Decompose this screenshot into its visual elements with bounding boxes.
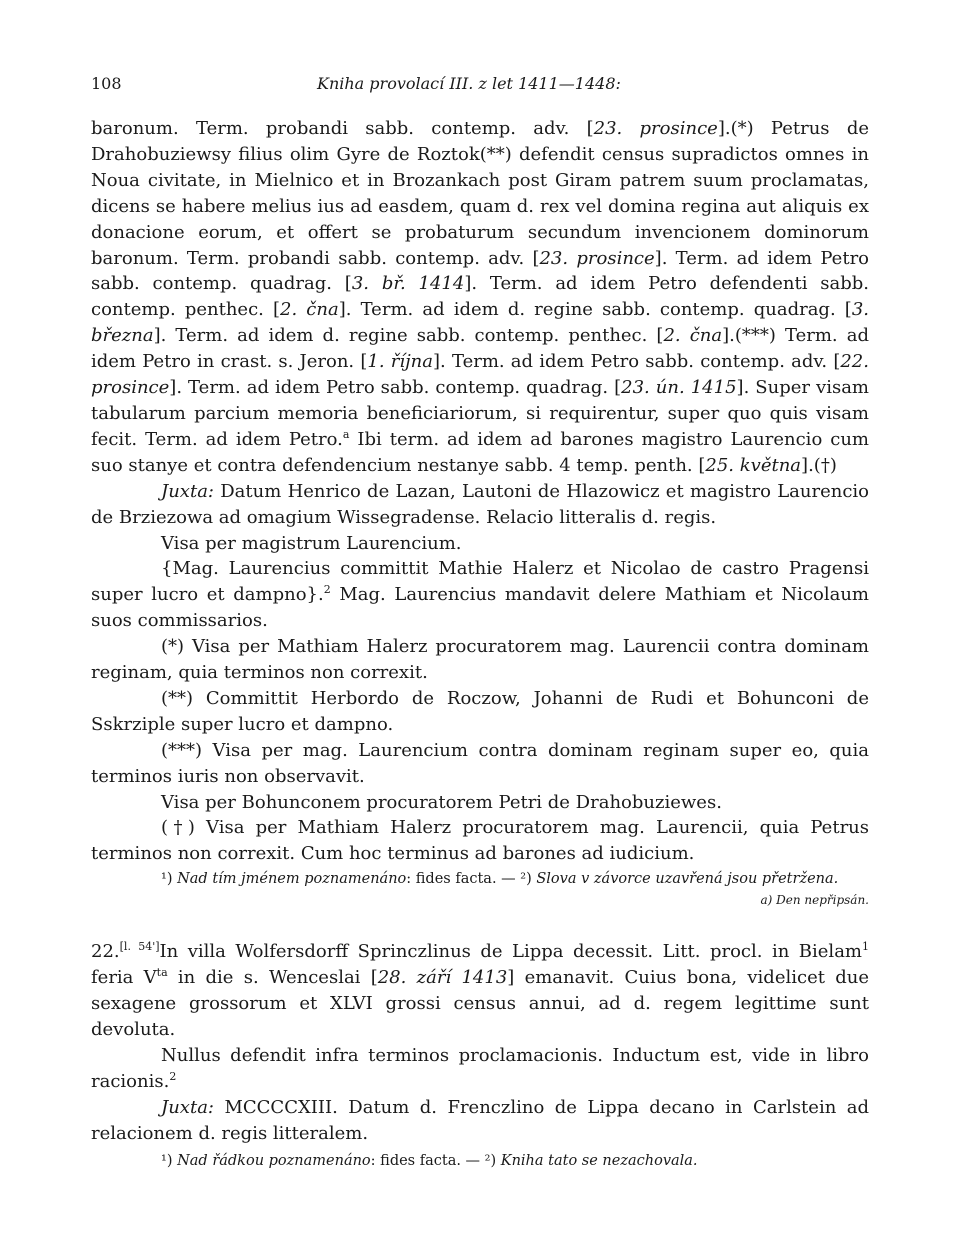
- visa-line-2: Visa per Bohunconem procuratorem Petri de Drahobuziewes.: [161, 791, 722, 813]
- entry-22-paragraph: 22.[l. 54']In villa Wolfersdorff Sprinczlinus de Lippa decessit. Litt. procl. in Bielam$^1$ feria $V^{ta}$ in die s. Wenceslai [28. září 1413] emanavit. Cuius bona, videlicet due sexagene grossorum et XLVI grossi census annui, ad d. regem legittime sunt devoluta.: [91, 940, 869, 1040]
- marginal-note-2: (**) Committit Herbordo de Roczow, Johanni de Rudi et Bohunconi de Sskrziple super lucro et dampno.: [91, 687, 869, 735]
- footnotes-entry-22: ¹) Nad řádkou poznamenáno: fides facta. — ²) Kniha tato se nezachovala.: [161, 1152, 698, 1169]
- entry-21-main-paragraph: baronum. Term. probandi sabb. contemp. adv. [23. prosince].(*) Petrus de Drahobuziewsy filius olim Gyre de Roztok(**) defendit census supradictos omnes in Noua civitate, in Mielnico et in Brozankach post Giram patrem suum proclamatas, dicens se habere melius ius ad easdem, quam d. rex vel domina regina aut aliquis ex donacione eorum, et offert se probaturum secundum invencionem dominorum baronum. Term. probandi sabb. contemp. adv. [23. prosince]. Term. ad idem Petro sabb. contemp. quadrag. [3. bř. 1414]. Term. ad idem Petro defendenti sabb. contemp. penthec. [2. čna]. Term. ad idem d. regine sabb. contemp. quadrag. [3. března]. Term. ad idem d. regine sabb. contemp. penthec. [2. čna].(***) Term. ad idem Petro in crast. s. Jeron. [1. října]. Term. ad idem Petro sabb. contemp. adv. [22. prosince]. Term. ad idem Petro sabb. contemp. quadrag. [23. ún. 1415]. Super visam tabularum parcium memoria beneficiariorum, si requirentur, super quo quis visam fecit. Term. ad idem Petro.$^a$ Ibi term. ad idem ad barones magistro Laurencio cum suo stanye et contra defendencium nestanye sabb. 4 temp. penth. [25. května].(†): [91, 118, 870, 476]
- visa-line: Visa per magistrum Laurencium.: [161, 532, 462, 554]
- juxta-paragraph: Juxta: Datum Henrico de Lazan, Lautoni de Hlazowicz et magistro Laurencio de Brziezowa ad omagium Wissegradense. Relacio litteralis d. regis.: [91, 480, 869, 528]
- mag-paragraph: {Mag. Laurencius committit Mathie Halerz et Nicolao de castro Pragensi super lucro et dampno}.$^2$ Mag. Laurencius mandavit delere Mathiam et Nicolaum suos commissarios.: [91, 558, 869, 632]
- entry-22-paragraph-2: Nullus defendit infra terminos proclamacionis. Inductum est, vide in libro racionis.$^2$: [91, 1044, 869, 1092]
- entry-number: 22.: [91, 941, 120, 963]
- page-number: 108: [91, 74, 122, 93]
- running-title: Kniha provolací III. z let 1411—1448:: [317, 74, 621, 93]
- folio-mark: [l. 54']: [119, 940, 160, 954]
- marginal-note-1: (*) Visa per Mathiam Halerz procuratorem mag. Laurencii contra dominam reginam, quia terminos non correxit.: [91, 636, 869, 684]
- marginal-note-4: (†) Visa per Mathiam Halerz procuratorem mag. Laurencii, quia Petrus terminos non correxit. Cum hoc terminus ad barones ad iudicium.: [91, 817, 869, 865]
- footnote-a: a) Den nepřipsán.: [760, 893, 869, 908]
- juxta-paragraph-2: Juxta: MCCCCXIII. Datum d. Frenczlino de Lippa decano in Carlstein ad relacionem d. regis litteralem.: [91, 1096, 869, 1144]
- page-body: [91, 116, 869, 1172]
- footnotes-entry-21: ¹) Nad tím jménem poznamenáno: fides facta. — ²) Slova v závorce uzavřená jsou přetržena. a) Den nepřipsán.: [161, 871, 869, 908]
- marginal-note-3: (***) Visa per mag. Laurencium contra dominam reginam super eo, quia terminos iuris non observavit.: [91, 739, 869, 787]
- page-header: [91, 74, 869, 98]
